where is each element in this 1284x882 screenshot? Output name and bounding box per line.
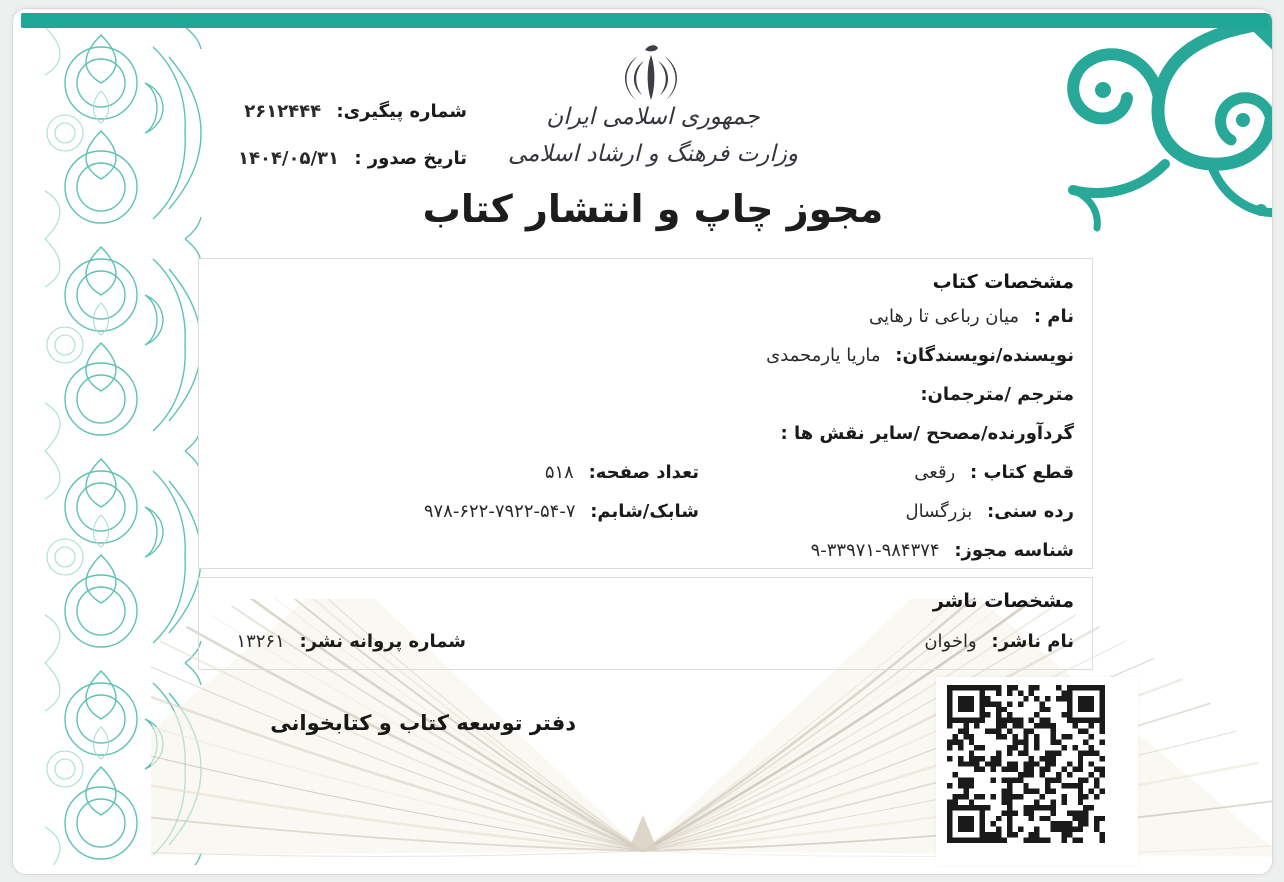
author-value: ماریا یارمحمدی (766, 345, 881, 366)
license-number-field (236, 622, 466, 661)
author-label: نویسنده/نویسندگان: (895, 345, 1074, 366)
ministry-name-line2: وزارت فرهنگ و ارشاد اسلامی (508, 141, 798, 167)
translator-label: مترجم /مترجمان: (920, 384, 1074, 405)
field-row-compiler (217, 414, 1074, 453)
certificate-title: مجوز چاپ و انتشار کتاب (422, 187, 884, 231)
arabesque-corner-icon (1047, 14, 1273, 242)
isbn-label: شابک/شابم: (590, 501, 699, 522)
age-group-value: بزرگسال (905, 501, 973, 522)
meta-block (199, 101, 467, 195)
field-row-author (217, 336, 1074, 375)
field-row-publisher (217, 622, 1074, 661)
publisher-section-header: مشخصات ناشر (932, 590, 1074, 612)
qr-code-pad (936, 677, 1138, 865)
certificate-card (12, 8, 1273, 875)
book-name-value: میان رباعی تا رهایی (869, 306, 1020, 327)
publisher-name-value: واخوان (924, 631, 977, 652)
compiler-label: گردآورنده/مصحح /سایر نقش ها : (780, 423, 1074, 444)
teal-top-bar (21, 13, 1268, 28)
field-row-name (217, 297, 1074, 336)
format-label: قطع کتاب : (969, 462, 1074, 483)
format-value: رقعی (914, 462, 956, 483)
iran-emblem-icon (613, 43, 689, 109)
isbn-value: ۹۷۸-۶۲۲-۷۹۲۲-۵۴-۷ (423, 501, 576, 522)
book-name-label: نام : (1033, 306, 1074, 327)
book-details-box (198, 258, 1093, 569)
license-number-label: شماره پروانه نشر: (299, 631, 466, 652)
field-row-permit-id (217, 531, 1074, 570)
publisher-name-label: نام ناشر: (991, 631, 1074, 652)
tracking-number-label: شماره پیگیری: (336, 101, 467, 122)
tracking-number-line (199, 101, 467, 129)
issue-date-label: تاریخ صدور : (354, 148, 467, 169)
permit-id-value: ۹-۳۳۹۷۱-۹۸۴۳۷۴ (810, 540, 940, 561)
publisher-details-box (198, 577, 1093, 670)
license-number-value: ۱۳۲۶۱ (236, 631, 285, 652)
issue-date-value: ۱۴۰۴/۰۵/۳۱ (237, 148, 340, 169)
pages-label: تعداد صفحه: (588, 462, 699, 483)
age-group-label: رده سنی: (987, 501, 1074, 522)
tracking-number-value: ۲۶۱۲۴۴۴ (244, 101, 322, 122)
issue-date-line (199, 148, 467, 176)
office-name: دفتر توسعه کتاب و کتابخوانی (270, 711, 576, 735)
field-row-format-pages (217, 453, 1074, 492)
field-row-translator (217, 375, 1074, 414)
ministry-name-line1: جمهوری اسلامی ایران (546, 104, 760, 130)
qr-code (947, 685, 1105, 843)
isbn-field (424, 492, 699, 531)
permit-id-label: شناسه مجوز: (954, 540, 1074, 561)
book-section-header: مشخصات کتاب (932, 271, 1074, 293)
field-row-age-isbn (217, 492, 1074, 531)
pages-field (545, 453, 699, 492)
pages-value: ۵۱۸ (544, 462, 574, 483)
